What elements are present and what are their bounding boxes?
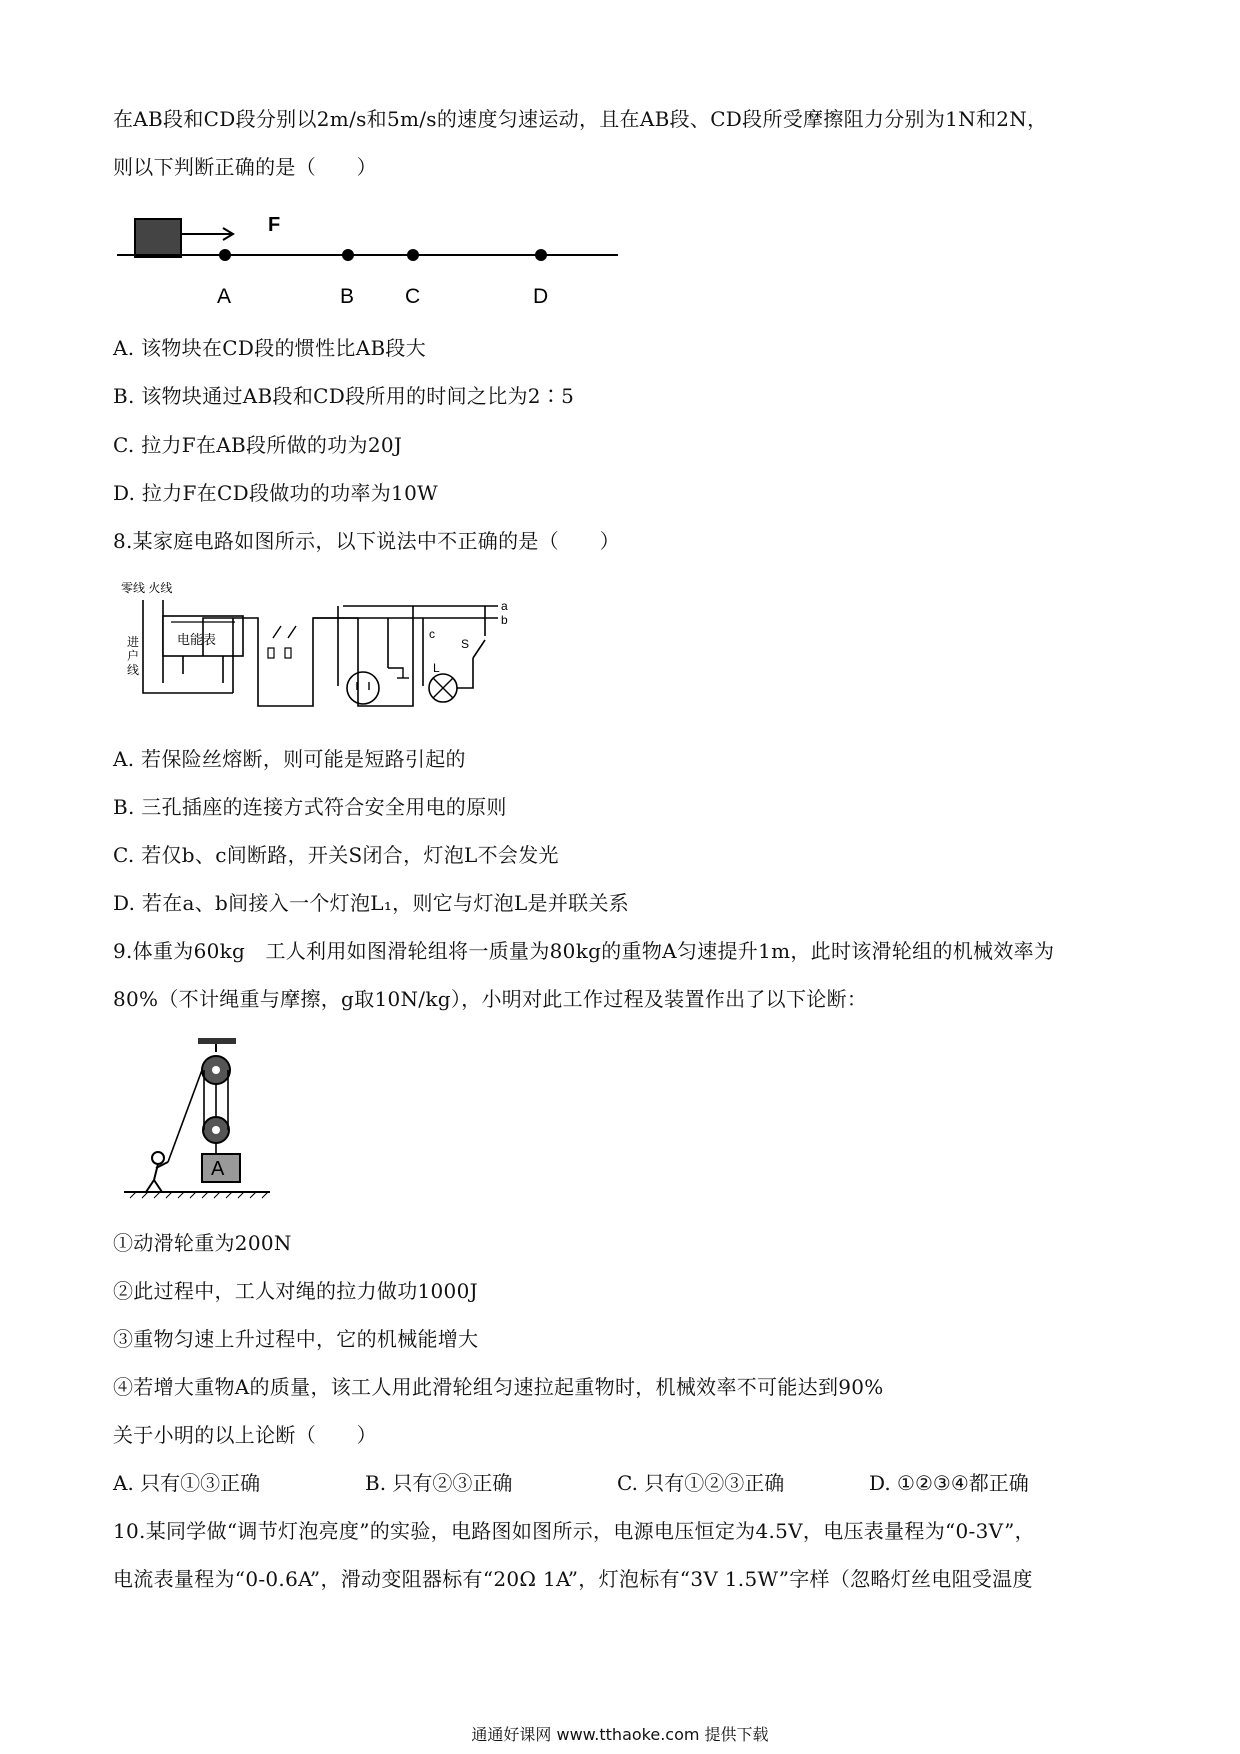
socket-icon [347,672,379,704]
q9-statement-2: ②此过程中，工人对绳的拉力做功1000J [113,1279,478,1303]
q9-option-a: A. 只有①③正确 [113,1471,261,1495]
label-neutral-live: 零线 火线 [121,581,173,595]
switch-s [473,640,485,658]
q7-option-a: A. 该物块在CD段的惯性比AB段大 [113,336,427,360]
q7-figure-track [113,205,633,315]
block-label: A [211,1158,225,1180]
q8-option-c: C. 若仅b、c间断路，开关S闭合，灯泡L不会发光 [113,843,559,867]
q8-option-b: B. 三孔插座的连接方式符合安全用电的原则 [113,795,507,819]
page-footer: 通通好课网 www.tthaoke.com 提供下载 [471,1725,769,1744]
point-a [219,249,231,261]
q7-option-b: B. 该物块通过AB段和CD段所用的时间之比为2∶5 [113,384,575,408]
label-entry-1: 进 [127,635,140,649]
q9-statement-4: ④若增大重物A的质量，该工人用此滑轮组匀速拉起重物时，机械效率不可能达到90% [113,1375,884,1399]
q7-stem-line2: 则以下判断正确的是（ ） [113,155,377,179]
q10-stem-line1: 10.某同学做“调节灯泡亮度”的实验，电路图如图所示，电源电压恒定为4.5V，电压表量程为“0-3V”， [113,1519,1035,1543]
q7-option-c: C. 拉力F在AB段所做的功为20J [113,433,403,457]
label-b: b [501,613,508,627]
q10-stem-line2: 电流表量程为“0-0.6A”，滑动变阻器标有“20Ω 1A”，灯泡标有“3V 1.5W”字样（忽略灯丝电阻受温度 [113,1567,1033,1591]
label-c: C [405,285,421,308]
force-label: F [268,214,281,236]
label-s: S [461,637,470,651]
q9-stem-line1: 9.体重为60kg 工人利用如图滑轮组将一质量为80kg的重物A匀速提升1m，此时该滑轮组的机械效率为 [113,939,1055,963]
q9-pulley-figure [120,1034,280,1209]
point-c [407,249,419,261]
q9-statement-3: ③重物匀速上升过程中，它的机械能增大 [113,1327,479,1351]
q9-option-d: D. ①②③④都正确 [869,1471,1029,1495]
label-entry-3: 线 [127,663,140,677]
q8-option-a: A. 若保险丝熔断，则可能是短路引起的 [113,747,466,771]
label-b: B [340,285,355,308]
point-d [535,249,547,261]
q9-stem-line2: 80%（不计绳重与摩擦，g取10N/kg），小明对此工作过程及装置作出了以下论断： [113,987,868,1011]
q7-option-d: D. 拉力F在CD段做功的功率为10W [113,481,438,505]
q8-option-d: D. 若在a、b间接入一个灯泡L₁，则它与灯泡L是并联关系 [113,891,630,915]
block [135,219,181,257]
q9-question: 关于小明的以上论断（ ） [113,1423,377,1447]
label-l: L [433,661,440,675]
q8-circuit-figure [113,578,593,728]
meter-label: 电能表 [177,632,217,647]
label-c: c [429,627,435,641]
label-a: A [217,285,232,308]
q9-option-c: C. 只有①②③正确 [617,1471,785,1495]
label-a: a [501,599,508,613]
point-b [342,249,354,261]
q8-stem: 8.某家庭电路如图所示，以下说法中不正确的是（ ） [113,529,620,553]
label-entry-2: 户 [127,649,140,663]
q9-statement-1: ①动滑轮重为200N [113,1231,292,1255]
q9-option-b: B. 只有②③正确 [365,1471,513,1495]
q7-stem-line1: 在AB段和CD段分别以2m/s和5m/s的速度匀速运动，且在AB段、CD段所受摩擦阻力分别为1N和2N， [113,107,1048,131]
label-d: D [533,285,549,308]
worker-icon [152,1152,164,1164]
